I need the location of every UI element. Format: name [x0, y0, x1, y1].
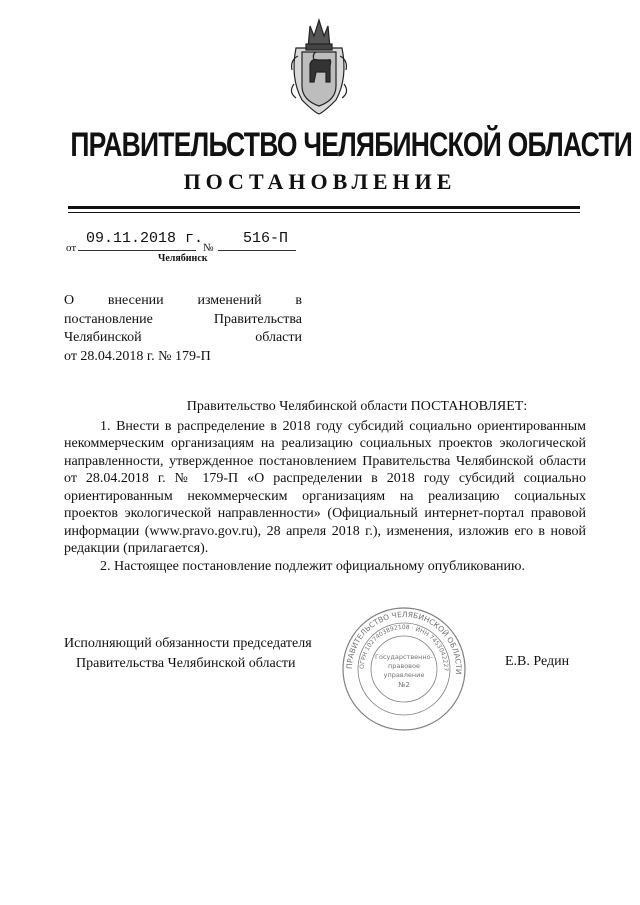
signatory-title-line: Исполняющий обязанности председателя	[64, 636, 312, 651]
coat-of-arms-icon	[284, 8, 354, 118]
subject-line: Челябинской области	[64, 330, 302, 345]
subject-line: от 28.04.2018 г. № 179-П	[64, 348, 211, 364]
government-title: ПРАВИТЕЛЬСТВО ЧЕЛЯБИНСКОЙ ОБЛАСТИ	[70, 126, 633, 164]
seal-id-text: ОГРН 1027403892108 · ИНН 7453042227	[358, 623, 450, 672]
subject-line: О внесении изменений в	[64, 293, 302, 308]
date-label: от	[66, 242, 77, 254]
number-underline	[218, 250, 296, 251]
official-seal	[340, 605, 468, 733]
document-date: 09.11.2018 г.	[86, 230, 204, 247]
signatory-title	[64, 634, 312, 674]
document-number: 516-П	[243, 230, 289, 247]
document-type: ПОСТАНОВЛЕНИЕ	[183, 169, 457, 194]
header-divider-thick	[68, 206, 580, 209]
city-name: Челябинск	[158, 253, 208, 264]
seal-center-text: Государственно-	[375, 653, 433, 661]
header-divider-thin	[68, 212, 580, 213]
seal-center-text: управление	[383, 671, 425, 679]
seal-ring-text: ПРАВИТЕЛЬСТВО ЧЕЛЯБИНСКОЙ ОБЛАСТИ	[344, 609, 464, 675]
document-body	[64, 398, 586, 575]
signatory-name: Е.В. Редин	[505, 654, 570, 669]
date-underline	[78, 250, 196, 251]
resolution-intro: Правительство Челябинской области ПОСТАНОВЛЯЕТ:	[186, 399, 528, 414]
resolution-item: 2. Настоящее постановление подлежит официальному опубликованию.	[100, 558, 525, 574]
document-subject	[64, 292, 302, 366]
subject-line: постановление Правительства	[64, 311, 302, 327]
resolution-item: 1. Внести в распределение в 2018 году субсидий социально ориентированным некоммерческим организациям на реализацию социальных проектов экологической направленности, утвержденное постановлением Правительства Челябинской области от 28.04.2018 г. № 179-П «О распределении в 2018 году субсидий социально ориентированным некоммерческим организациям на реализацию социальных проектов экологической направленности» (Официальный интернет-портал правовой информации (www.pravo.gov.ru), 28 апреля 2018 г.), изменения, изложив его в новой редакции (прилагается).	[64, 418, 586, 556]
number-label: №	[203, 242, 214, 254]
seal-center-text: №2	[398, 681, 410, 689]
seal-center-text: правовое	[388, 662, 420, 670]
signatory-title-line: Правительства Челябинской области	[76, 656, 296, 671]
